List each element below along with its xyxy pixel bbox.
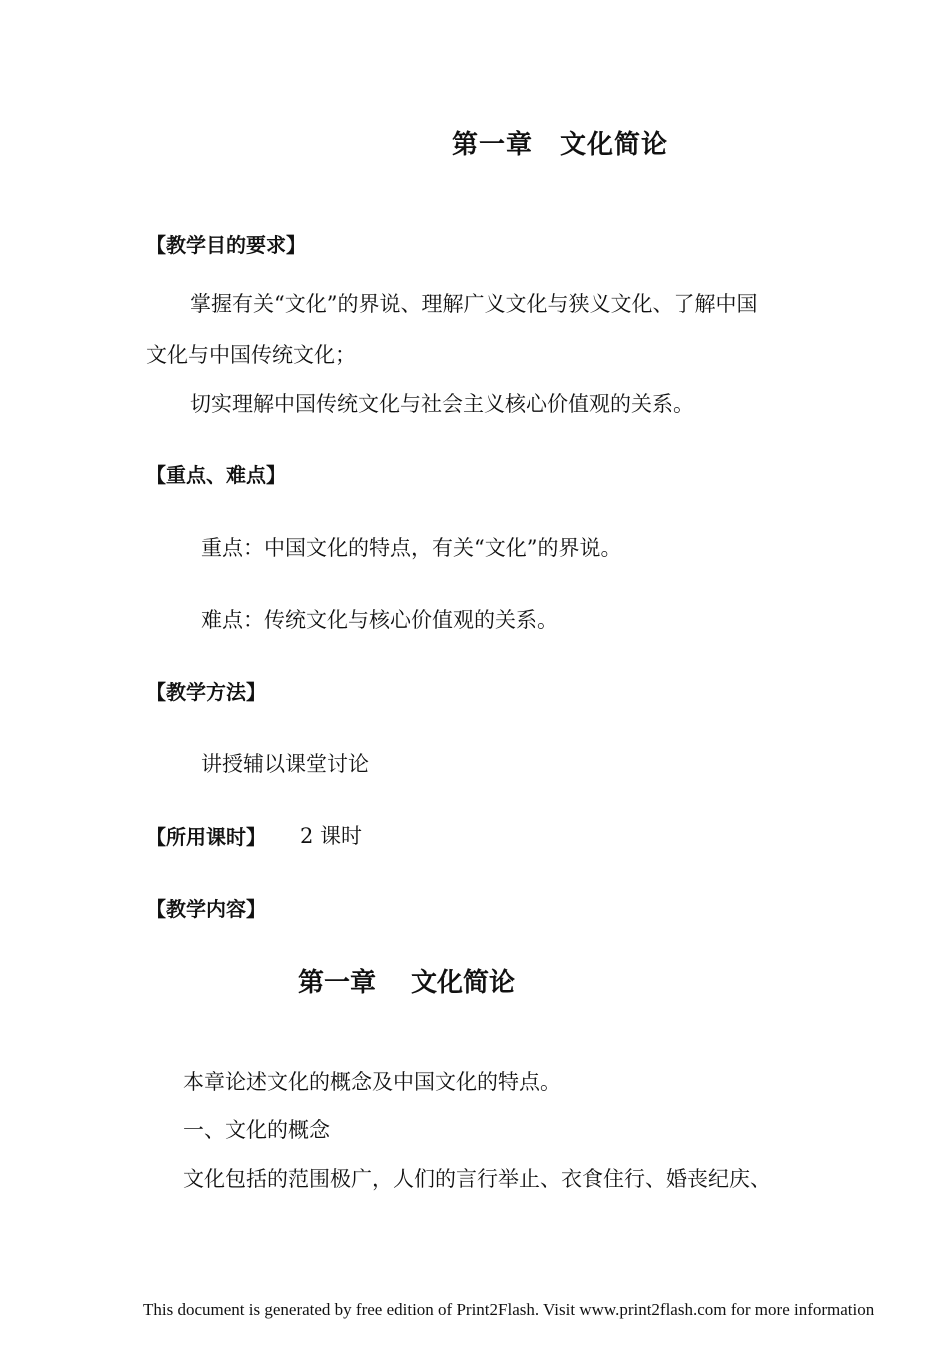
- objectives-paragraph-line-2: 文化与中国传统文化；: [146, 343, 356, 367]
- culture-paragraph: 文化包括的范围极广，人们的言行举止、衣食住行、婚丧纪庆、: [183, 1167, 771, 1191]
- objectives-heading: 【教学目的要求】: [146, 233, 306, 257]
- footer-notice: This document is generated by free edition of Print2Flash. Visit www.print2flash.com for more information: [143, 1300, 875, 1319]
- objectives-paragraph-2: 切实理解中国传统文化与社会主义核心价值观的关系。: [190, 392, 694, 416]
- section-subheading: 一、文化的概念: [183, 1118, 330, 1142]
- hours-heading: 【所用课时】: [146, 825, 266, 849]
- hours-value: 2 课时: [300, 824, 363, 848]
- method-heading: 【教学方法】: [146, 680, 266, 704]
- page-title: 第一章 文化简论: [452, 130, 669, 160]
- objectives-paragraph-line-1: 掌握有关“文化”的界说、理解广义文化与狭义文化、了解中国: [190, 292, 758, 316]
- chapter-title: 第一章 文化简论: [298, 968, 516, 998]
- difficulty-point: 难点：传统文化与核心价值观的关系。: [201, 608, 558, 632]
- content-heading: 【教学内容】: [146, 897, 266, 921]
- key-points-heading: 【重点、难点】: [146, 463, 286, 487]
- chapter-intro: 本章论述文化的概念及中国文化的特点。: [183, 1070, 561, 1094]
- focus-point: 重点：中国文化的特点，有关“文化”的界说。: [201, 536, 622, 560]
- method-text: 讲授辅以课堂讨论: [201, 752, 369, 776]
